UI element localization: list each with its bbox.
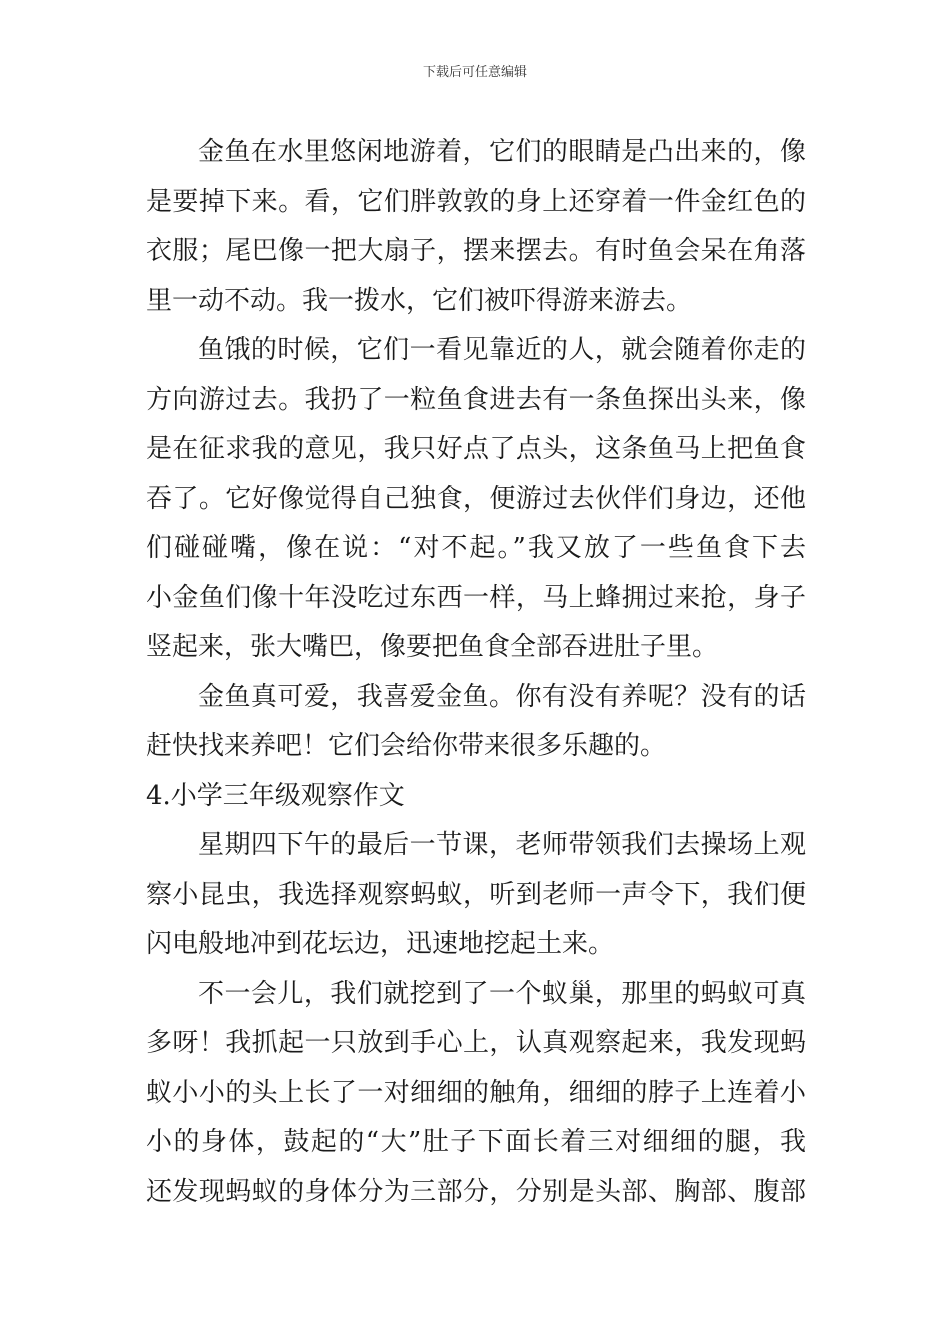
text-line: 不一会儿，我们就挖到了一个蚁巢，那里的蚂蚁可真 (198, 978, 806, 1009)
text-line: 还发现蚂蚁的身体分为三部分，分别是头部、胸部、腹部 (146, 1176, 806, 1207)
text-line: 蚁小小的头上长了一对细细的触角，细细的脖子上连着小 (146, 1077, 806, 1108)
page-header: 下载后可任意编辑 (422, 65, 527, 80)
text-line: 吞了。它好像觉得自己独食，便游过去伙伴们身边，还他 (146, 483, 806, 514)
text-line: 金鱼真可爱，我喜爱金鱼。你有没有养呢？没有的话 (198, 681, 806, 712)
text-line: 是在征求我的意见，我只好点了点头，这条鱼马上把鱼食 (146, 434, 806, 464)
text-line: 们碰碰嘴，像在说：“对不起。”我又放了一些鱼食下去 (146, 533, 806, 563)
text-line: 察小昆虫，我选择观察蚂蚁，听到老师一声令下，我们便 (146, 879, 806, 910)
text-line: 鱼饿的时候，它们一看见靠近的人，就会随着你走的 (198, 335, 806, 365)
text-line: 里一动不动。我一拨水，它们被吓得游来游去。 (146, 285, 693, 316)
text-line: 是要掉下来。看，它们胖敦敦的身上还穿着一件金红色的 (146, 186, 806, 217)
text-line: 衣服；尾巴像一把大扇子，摆来摆去。有时鱼会呆在角落 (146, 236, 806, 266)
document-body (146, 128, 806, 1217)
section-heading: 4.小学三年级观察作文 (146, 780, 405, 811)
text-line: 赶快找来养吧！它们会给你带来很多乐趣的。 (146, 731, 667, 761)
text-line: 闪电般地冲到花坛边，迅速地挖起土来。 (146, 929, 615, 959)
text-line: 小金鱼们像十年没吃过东西一样，马上蜂拥过来抢，身子 (146, 582, 806, 613)
text-line: 金鱼在水里悠闲地游着，它们的眼睛是凸出来的，像 (198, 137, 806, 167)
text-line: 小的身体，鼓起的“大”肚子下面长着三对细细的腿，我 (146, 1127, 806, 1157)
text-line: 星期四下午的最后一节课，老师带领我们去操场上观 (198, 830, 806, 860)
text-line: 多呀！我抓起一只放到手心上，认真观察起来，我发现蚂 (146, 1028, 806, 1058)
text-line: 竖起来，张大嘴巴，像要把鱼食全部吞进肚子里。 (146, 632, 719, 662)
text-line: 方向游过去。我扔了一粒鱼食进去有一条鱼探出头来，像 (146, 384, 806, 415)
